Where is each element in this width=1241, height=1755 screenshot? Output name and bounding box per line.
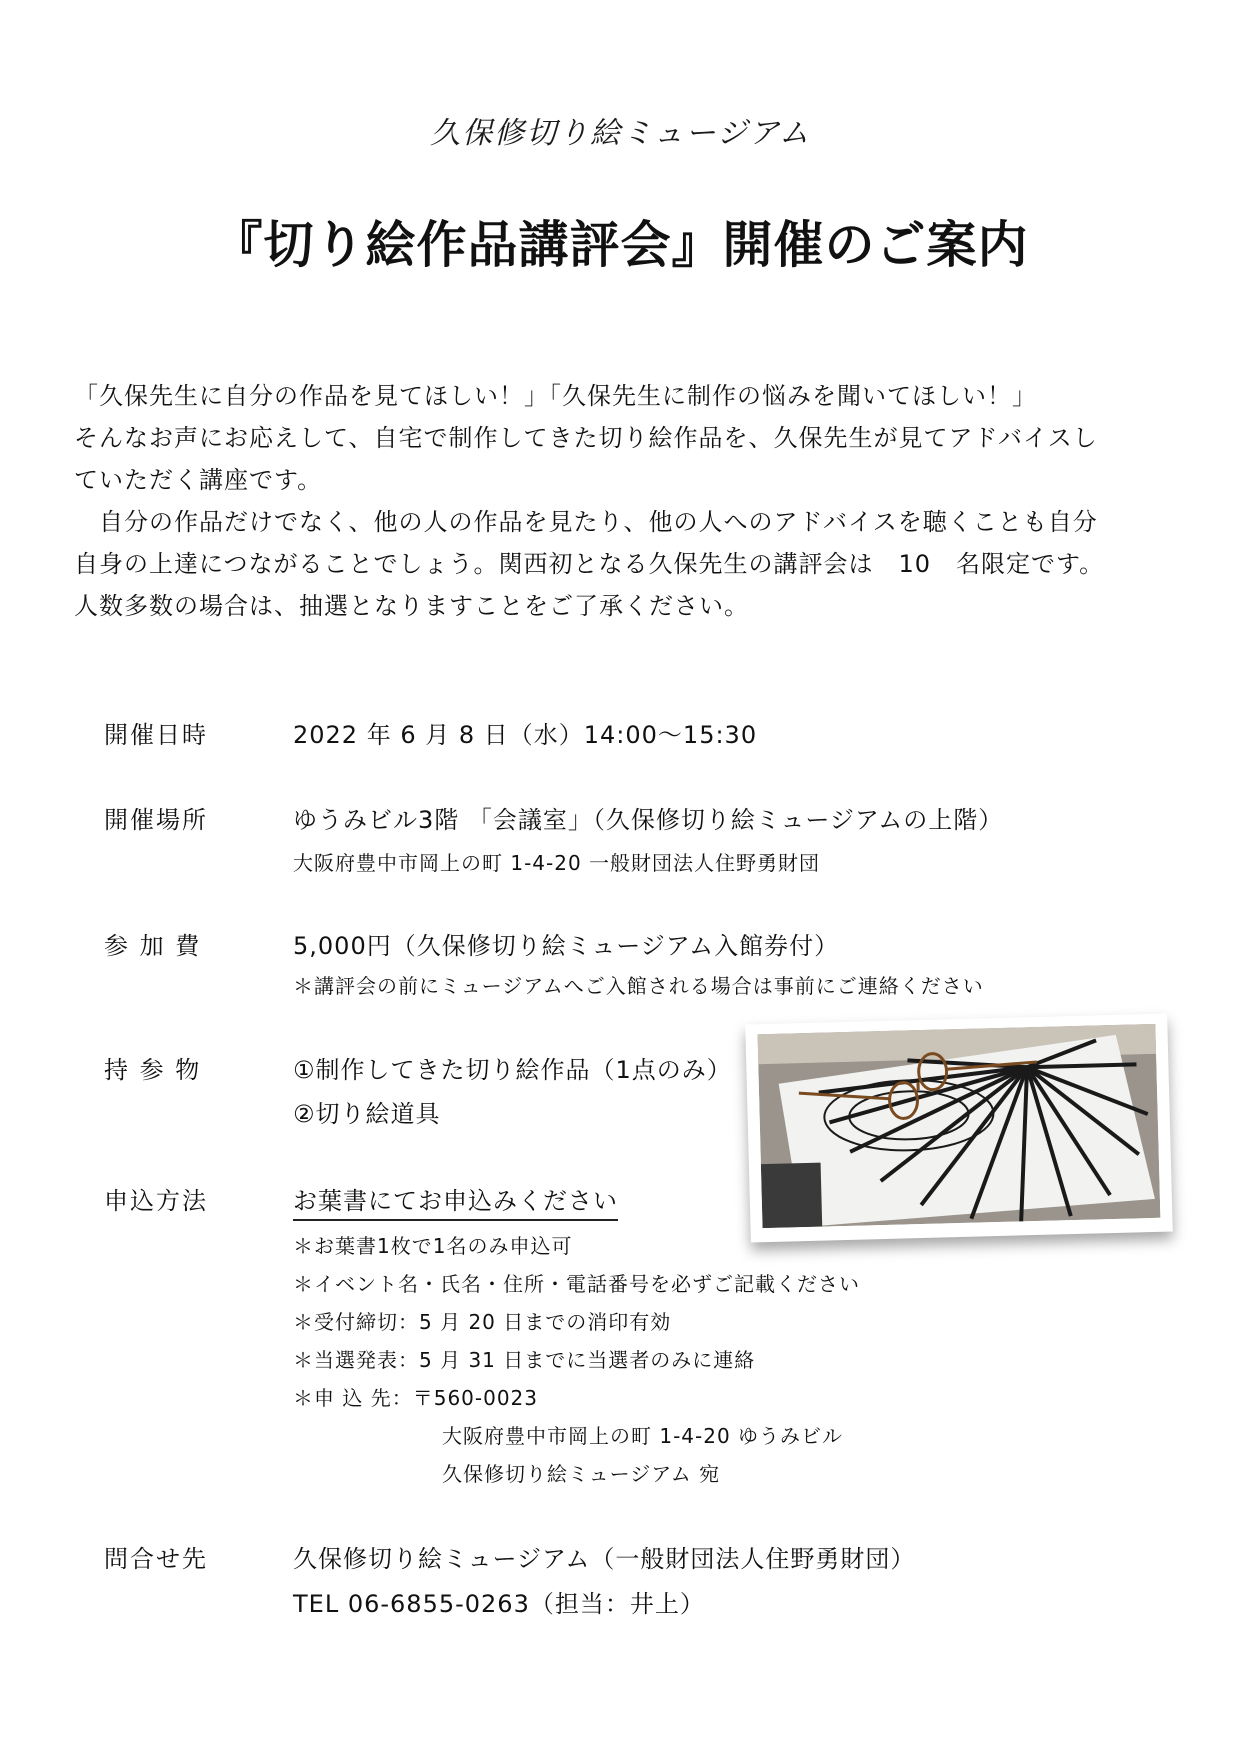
venue-label: 開催場所 <box>104 806 208 834</box>
apply-note: ＊申 込 先：〒560-0023 <box>293 1386 539 1410</box>
apply-value: お葉書にてお申込みください <box>293 1187 618 1221</box>
apply-address: 大阪府豊中市岡上の町 1-4-20 ゆうみビル <box>442 1424 844 1448</box>
contact-tel: TEL 06-6855-0263（担当：井上） <box>293 1590 705 1618</box>
venue-address: 大阪府豊中市岡上の町 1-4-20 一般財団法人住野勇財団 <box>293 851 821 875</box>
papercut-umbrella-image <box>757 1024 1160 1228</box>
intro-line: ていただく講座です。 <box>74 466 323 494</box>
intro-line: 「久保先生に自分の作品を見てほしい！」「久保先生に制作の悩みを聞いてほしい！」 <box>74 382 1037 410</box>
date-value: 2022 年 6 月 8 日（水）14:00～15:30 <box>293 721 758 749</box>
museum-logo: 久保修切り絵ミュージアム <box>430 116 811 151</box>
contact-label: 問合せ先 <box>104 1545 208 1573</box>
intro-line: 人数多数の場合は、抽選となりますことをご了承ください。 <box>74 592 749 620</box>
intro-line: 自身の上達につながることでしょう。関西初となる久保先生の講評会は 10 名限定です。 <box>74 550 1105 578</box>
apply-note: ＊当選発表：5 月 31 日までに当選者のみに連絡 <box>293 1348 756 1372</box>
fee-label: 参 加 費 <box>104 932 202 960</box>
page-title: 『切り絵作品講評会』開催のご案内 <box>212 216 1029 274</box>
artwork-photo <box>745 1014 1173 1243</box>
apply-value-wrap <box>293 1181 618 1216</box>
date-label: 開催日時 <box>104 721 208 749</box>
intro-text <box>74 375 1174 627</box>
apply-note: ＊イベント名・氏名・住所・電話番号を必ずご記載ください <box>293 1272 860 1296</box>
items-label: 持 参 物 <box>104 1056 202 1084</box>
apply-note: ＊お葉書1枚で1名のみ申込可 <box>293 1234 573 1258</box>
intro-line: 自分の作品だけでなく、他の人の作品を見たり、他の人へのアドバイスを聴くことも自分 <box>74 508 1098 536</box>
intro-line: そんなお声にお応えして、自宅で制作してきた切り絵作品を、久保先生が見てアドバイスし <box>74 424 1098 452</box>
apply-address: 久保修切り絵ミュージアム 宛 <box>442 1462 721 1486</box>
venue-value: ゆうみビル3階 「会議室」（久保修切り絵ミュージアムの上階） <box>293 806 1004 834</box>
contact-value: 久保修切り絵ミュージアム（一般財団法人住野勇財団） <box>293 1545 916 1573</box>
fee-value: 5,000円（久保修切り絵ミュージアム入館券付） <box>293 932 840 960</box>
items-item1: ①制作してきた切り絵作品（1点のみ） <box>293 1056 732 1084</box>
apply-note: ＊受付締切：5 月 20 日までの消印有効 <box>293 1310 672 1334</box>
fee-note: ＊講評会の前にミュージアムへご入館される場合は事前にご連絡ください <box>293 974 984 998</box>
items-item2: ②切り絵道具 <box>293 1100 441 1128</box>
apply-label: 申込方法 <box>104 1187 208 1215</box>
